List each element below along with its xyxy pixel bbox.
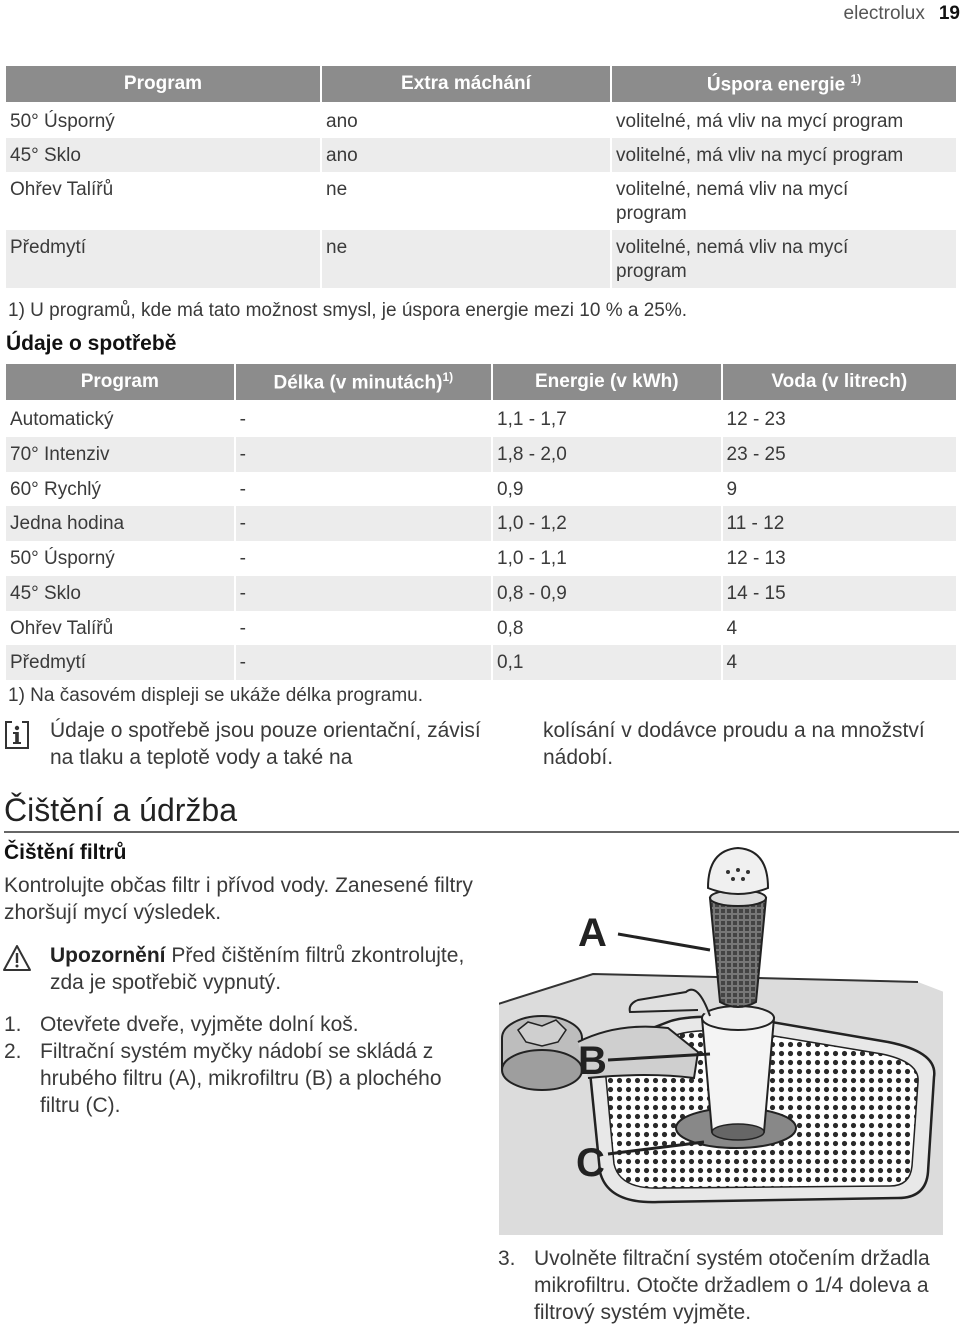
cell: 50° Úsporný	[10, 548, 115, 569]
step-item	[498, 1245, 960, 1325]
cell: -	[236, 576, 491, 611]
consumption-table	[4, 364, 958, 680]
cell: 4	[723, 645, 956, 680]
cell: 70° Intenziv	[6, 437, 234, 472]
col-program: Program	[6, 364, 234, 402]
cell: 9	[726, 478, 738, 500]
cell: volitelné, má vliv na mycí program	[612, 138, 956, 172]
cell: Předmytí	[6, 645, 234, 680]
label-b: B	[578, 1039, 607, 1083]
col-energy-saving: Úspora energie $^{1)}$	[612, 66, 956, 104]
cell: 14 - 15	[723, 576, 956, 611]
table-row	[6, 541, 956, 576]
cell: -	[239, 409, 246, 430]
footnote-marker: 1)	[850, 71, 862, 86]
warning-text: Před čištěním filtrů zkontrolujte, zda je spotřebič vypnutý.	[50, 944, 465, 994]
step-number: 2.	[4, 1040, 22, 1063]
cell: 60° Rychlý	[10, 478, 102, 500]
consumption-table-header	[6, 364, 956, 402]
cell: -	[239, 548, 246, 569]
subsection-title: Čištění filtrů	[4, 841, 127, 864]
cell: 12 - 23	[726, 409, 786, 430]
cell: 45° Sklo	[6, 576, 234, 611]
table-row	[6, 645, 956, 680]
cell: 1,8 - 2,0	[493, 437, 720, 472]
warning-note	[50, 942, 470, 996]
cell: -	[236, 437, 491, 472]
cell: Předmytí	[6, 230, 320, 288]
brand-name: electrolux	[843, 3, 925, 24]
table-row	[6, 402, 956, 437]
page-number: 19	[938, 3, 960, 24]
cell: -	[236, 506, 491, 541]
cell: ne	[326, 179, 348, 200]
section-title: Čištění a údržba	[4, 792, 959, 833]
table-row	[6, 138, 956, 172]
table-row	[6, 576, 956, 611]
table-row	[6, 506, 956, 541]
table-row	[6, 611, 956, 646]
cell: 0,8	[497, 617, 524, 639]
col-extra-rinse: Extra máchání	[322, 66, 610, 104]
step-text: Uvolněte filtrační systém otočením držadla mikrofiltru. Otočte držadlem o 1/4 doleva a filtrový systém vyjměte.	[534, 1247, 930, 1324]
col-program: Program	[6, 66, 320, 104]
cell: 50° Úsporný	[10, 111, 115, 132]
info-note-left: Údaje o spotřebě jsou pouze orientační, závisí na tlaku a teplotě vody a také na	[50, 719, 481, 769]
step-number: 3.	[498, 1247, 516, 1270]
table1-footnote: 1) U programů, kde má tato možnost smysl, je úspora energie mezi 10 % a 25%.	[8, 300, 688, 321]
options-table	[4, 66, 958, 288]
filter-illustration	[498, 842, 944, 1236]
cell: 1,1 - 1,7	[497, 409, 567, 430]
col-water: Voda (v litrech)	[723, 364, 956, 402]
cell: volitelné, nemá vliv na mycí program	[616, 179, 849, 224]
cell: -	[236, 645, 491, 680]
step-number: 1.	[4, 1013, 22, 1036]
cell: 4	[726, 617, 738, 639]
table-row	[6, 104, 956, 138]
step-item	[4, 1038, 474, 1122]
cell: 45° Sklo	[6, 138, 320, 172]
info-note-right: kolísání v dodávce proudu a na množství nádobí.	[543, 719, 925, 769]
warning-icon	[2, 944, 32, 972]
col-duration: Délka (v minutách)$^{1)}$	[236, 364, 491, 402]
cell: 0,1	[493, 645, 720, 680]
cell: ano	[326, 111, 358, 132]
cell: 11 - 12	[723, 506, 956, 541]
warning-label: Upozornění	[50, 944, 166, 967]
cell: Automatický	[10, 409, 114, 430]
footnote-marker: 1)	[442, 369, 454, 384]
table-row	[6, 172, 956, 230]
cell: 23 - 25	[723, 437, 956, 472]
step-text: Filtrační systém myčky nádobí se skládá z hrubého filtru (A), mikrofiltru (B) a plochého filtru (C).	[40, 1040, 442, 1117]
cell: ano	[322, 138, 610, 172]
table-row	[6, 472, 956, 507]
cell: 0,8 - 0,9	[493, 576, 720, 611]
cell: 1,0 - 1,1	[497, 548, 567, 569]
cell: -	[239, 617, 246, 639]
table-row	[6, 437, 956, 472]
cell: 0,9	[497, 478, 524, 500]
cell: ne	[322, 230, 610, 288]
cell: Jedna hodina	[6, 506, 234, 541]
col-energy: Energie (v kWh)	[493, 364, 720, 402]
consumption-footnote: 1) Na časovém displeji se ukáže délka programu.	[8, 685, 424, 706]
cell: 1,0 - 1,2	[493, 506, 720, 541]
cell: Ohřev Talířů	[10, 179, 114, 200]
options-table-header	[6, 66, 956, 104]
step-item	[4, 1011, 474, 1041]
page-header	[844, 2, 960, 26]
cell: Ohřev Talířů	[10, 617, 114, 639]
cell: 12 - 13	[726, 548, 786, 569]
cell: volitelné, má vliv na mycí program	[616, 111, 904, 132]
label-c: C	[576, 1141, 605, 1185]
cell: volitelné, nemá vliv na mycí program	[612, 230, 956, 288]
info-icon	[4, 718, 30, 750]
label-a: A	[578, 911, 607, 955]
cell: -	[239, 478, 246, 500]
table-row	[6, 230, 956, 288]
consumption-title: Údaje o spotřebě	[6, 332, 177, 355]
step-text: Otevřete dveře, vyjměte dolní koš.	[40, 1013, 359, 1036]
cleaning-intro: Kontrolujte občas filtr i přívod vody. Zanesené filtry zhoršují mycí výsledek.	[4, 874, 473, 924]
